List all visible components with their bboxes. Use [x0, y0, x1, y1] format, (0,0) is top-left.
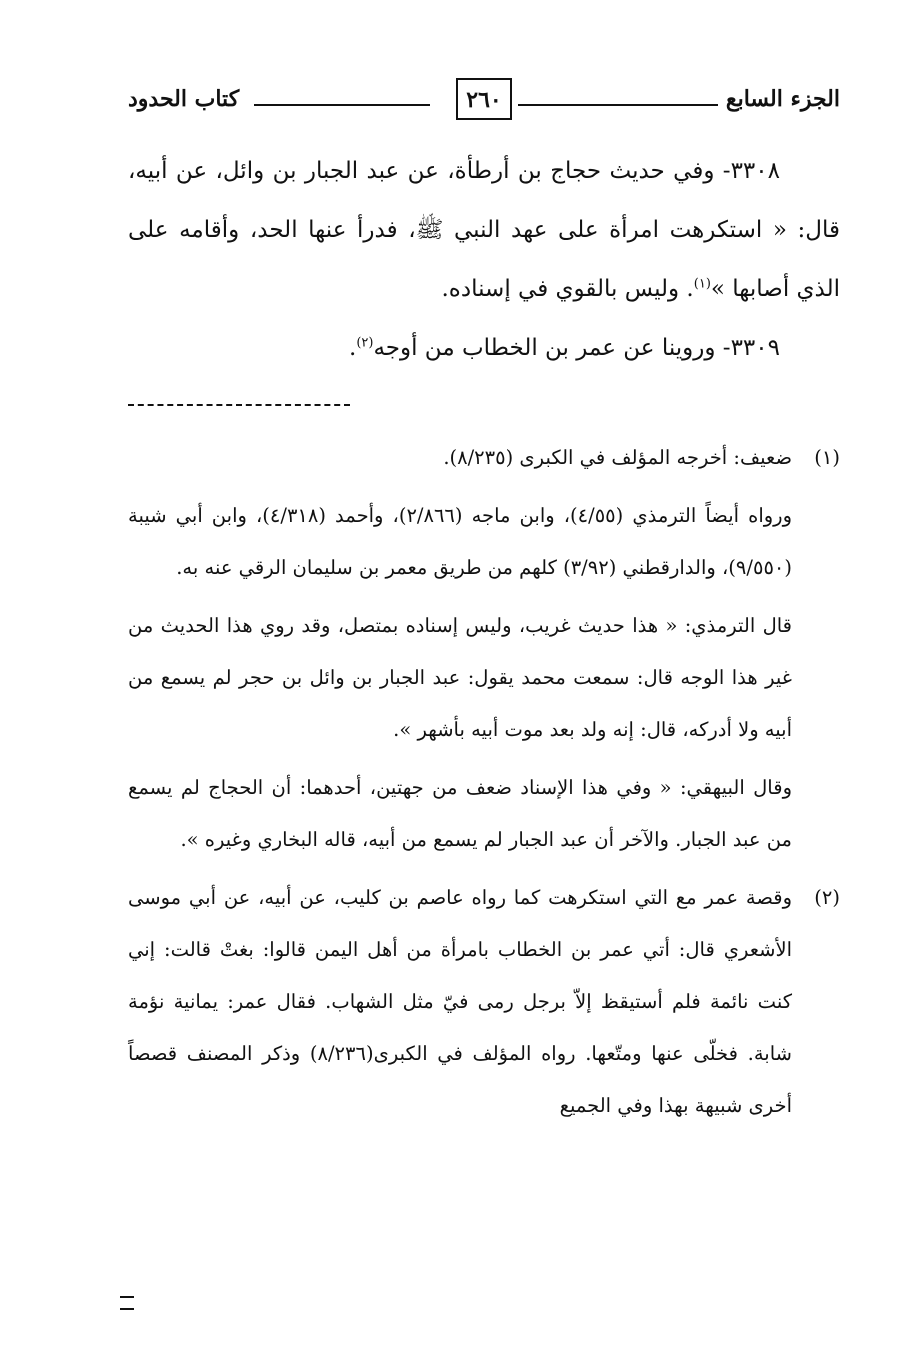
- running-header: [128, 78, 840, 126]
- footnote-2: [128, 872, 840, 1132]
- footnote-1-line: ورواه أيضاً الترمذي (٤/٥٥)، وابن ماجه (٢/٨٦٦)، وأحمد (٤/٣١٨)، وابن أبي شيبة (٩/٥٥٠)، والدارقطني (٣/٩٢) كلهم من طريق معمر بن سليمان الرقي عنه به.: [128, 504, 793, 579]
- hadith-3309: [128, 319, 840, 378]
- page-number-box: [456, 78, 512, 120]
- header-rule-right: [518, 104, 718, 106]
- hadith-3309-tail: .: [349, 335, 357, 361]
- footnote-1-number: (١): [814, 446, 840, 469]
- footnote-1-line: قال الترمذي: « هذا حديث غريب، وليس إسناده بمتصل، وقد روي هذا الحديث من غير هذا الوجه قال: سمعت محمد يقول: عبد الجبار بن وائل بن حجر لم يسمع من أبيه ولا أدركه، قال: إنه ولد بعد موت أبيه بأشهر ».: [128, 614, 792, 741]
- main-text: [128, 142, 840, 378]
- hadith-3309-text: ٣٣٠٩- وروينا عن عمر بن الخطاب من أوجه: [373, 335, 780, 361]
- continuation-mark: [120, 1296, 134, 1310]
- book-title: كتاب الحدود: [128, 86, 240, 112]
- footnote-ref-2: (٢): [356, 335, 374, 351]
- volume-title: الجزء السابع: [725, 86, 840, 112]
- footnote-1: [128, 432, 840, 866]
- footnote-2-number: (٢): [814, 886, 840, 909]
- footnote-2-text: وقصة عمر مع التي استكرهت كما رواه عاصم بن كليب، عن أبيه، عن أبي موسى الأشعري قال: أتي عمر بن الخطاب بامرأة من أهل اليمن قالوا: بغتْ قالت: إني كنت نائمة فلم أستيقظ إلاّ برجل رمى فيّ مثل الشهاب. فقال عمر: يمانية نؤمة شابة. فخلّى عنها ومتّعها. رواه المؤلف في الكبرى(٨/٢٣٦) وذكر المصنف قصصاً أخرى شبيهة بهذا وفي الجميع: [128, 886, 792, 1117]
- footnote-separator: [128, 404, 350, 406]
- hadith-3308: [128, 142, 840, 319]
- footnote-ref-1: (١): [693, 276, 711, 292]
- hadith-3308-text: ٣٣٠٨- وفي حديث حجاج بن أرطأة، عن عبد الجبار بن وائل، عن أبيه، قال: « استكرهت امرأة على عهد النبي ﷺ، فدرأ عنها الحد، وأقامه على الذي أصابها »: [128, 158, 840, 302]
- hadith-3308-tail: . وليس بالقوي في إسناده.: [441, 276, 694, 302]
- footnotes: [128, 432, 840, 1138]
- header-rule-left: [254, 104, 430, 106]
- footnote-1-line: ضعيف: أخرجه المؤلف في الكبرى (٨/٢٣٥).: [443, 446, 792, 469]
- footnote-1-line: وقال البيهقي: « وفي هذا الإسناد ضعف من جهتين، أحدهما: أن الحجاج لم يسمع من عبد الجبار. والآخر أن عبد الجبار لم يسمع من أبيه، قاله البخاري وغيره ».: [128, 776, 792, 851]
- page-number: ٢٦٠: [466, 87, 502, 113]
